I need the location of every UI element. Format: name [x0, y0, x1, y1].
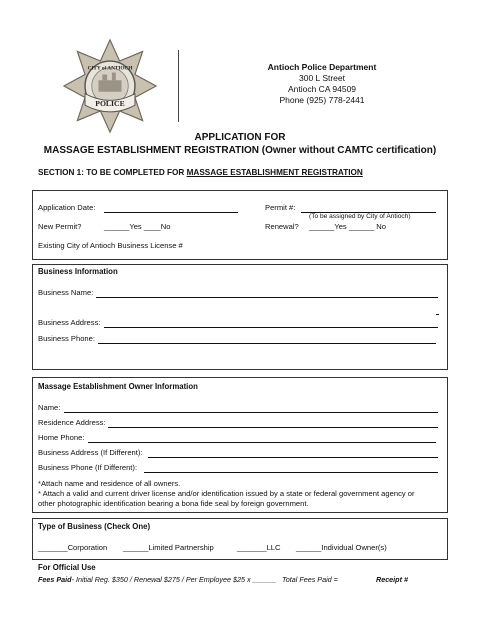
form-title-line1: APPLICATION FOR [194, 132, 286, 143]
department-name: Antioch Police Department [267, 62, 377, 72]
owner-note-2: * Attach a valid and current driver license and/or identification issued by a state or federal government agency or [38, 489, 415, 498]
fees-paid-text: - Initial Reg. $350 / Renewal $275 / Per Employee $25 x ______ [71, 575, 277, 584]
business-type-corporation[interactable]: _______Corporation [38, 543, 108, 552]
business-type-heading: Type of Business (Check One) [38, 522, 151, 531]
owner-note-1: *Attach name and residence of all owners. [38, 479, 181, 488]
permit-assigned-note: (To be assigned by City of Antioch) [309, 213, 411, 220]
renewal-label: Renewal? [265, 222, 299, 231]
business-info-heading: Business Information [38, 267, 118, 276]
total-fees-paid-label: Total Fees Paid = [282, 575, 338, 584]
department-contact [232, 62, 412, 106]
owner-business-phone-field[interactable] [144, 472, 438, 473]
owner-info-heading: Massage Establishment Owner Information [38, 382, 198, 391]
police-badge-logo [62, 38, 158, 134]
business-phone-field[interactable] [98, 343, 436, 344]
new-permit-options[interactable]: ______Yes ____No [104, 222, 171, 231]
department-phone: Phone (925) 778-2441 [279, 95, 365, 105]
owner-note-3: other photographic identification bearing a bona fide seal by foreign government. [38, 499, 309, 508]
home-phone-label: Home Phone: [38, 433, 85, 442]
application-date-label: Application Date: [38, 203, 96, 212]
business-name-continuation [436, 314, 439, 315]
permit-number-label: Permit #: [265, 203, 296, 212]
business-address-label: Business Address: [38, 318, 101, 327]
business-name-field[interactable] [96, 297, 438, 298]
department-street: 300 L Street [299, 73, 345, 83]
application-date-field[interactable] [104, 212, 238, 213]
new-permit-label: New Permit? [38, 222, 82, 231]
owner-name-field[interactable] [64, 412, 438, 413]
home-phone-field[interactable] [88, 442, 436, 443]
header-divider [178, 50, 179, 122]
business-type-limited-partnership[interactable]: ______Limited Partnership [123, 543, 214, 552]
business-license-label: Existing City of Antioch Business License # [38, 241, 183, 250]
department-city: Antioch CA 94509 [287, 84, 357, 94]
badge-top-text: CITY of ANTIOCH [87, 65, 133, 72]
business-phone-label: Business Phone: [38, 334, 95, 343]
business-type-llc[interactable]: _______LLC [237, 543, 281, 552]
section1-prefix: SECTION 1: TO BE COMPLETED FOR [38, 168, 187, 177]
owner-business-address-field[interactable] [148, 457, 438, 458]
owner-business-address-label: Business Address (If Different): [38, 448, 143, 457]
badge-ribbon-text: POLICE [95, 99, 125, 109]
business-name-label: Business Name: [38, 288, 94, 297]
residence-address-field[interactable] [108, 427, 438, 428]
section1-heading [38, 168, 363, 177]
renewal-options[interactable]: ______Yes ______ No [309, 222, 386, 231]
official-use-heading: For Official Use [38, 563, 96, 572]
business-type-individual-owner[interactable]: ______Individual Owner(s) [296, 543, 387, 552]
business-info-box [32, 264, 448, 370]
owner-name-label: Name: [38, 403, 61, 412]
residence-address-label: Residence Address: [38, 418, 106, 427]
owner-business-phone-label: Business Phone (If Different): [38, 463, 138, 472]
business-address-field[interactable] [104, 327, 438, 328]
fees-paid-label: Fees Paid [38, 575, 72, 584]
fees-paid-line [38, 575, 277, 584]
receipt-number-label: Receipt # [376, 575, 408, 584]
form-title-line2: MASSAGE ESTABLISHMENT REGISTRATION (Owner without CAMTC certification) [43, 145, 437, 156]
section1-underlined: MASSAGE ESTABLISHMENT REGISTRATION [186, 168, 363, 177]
